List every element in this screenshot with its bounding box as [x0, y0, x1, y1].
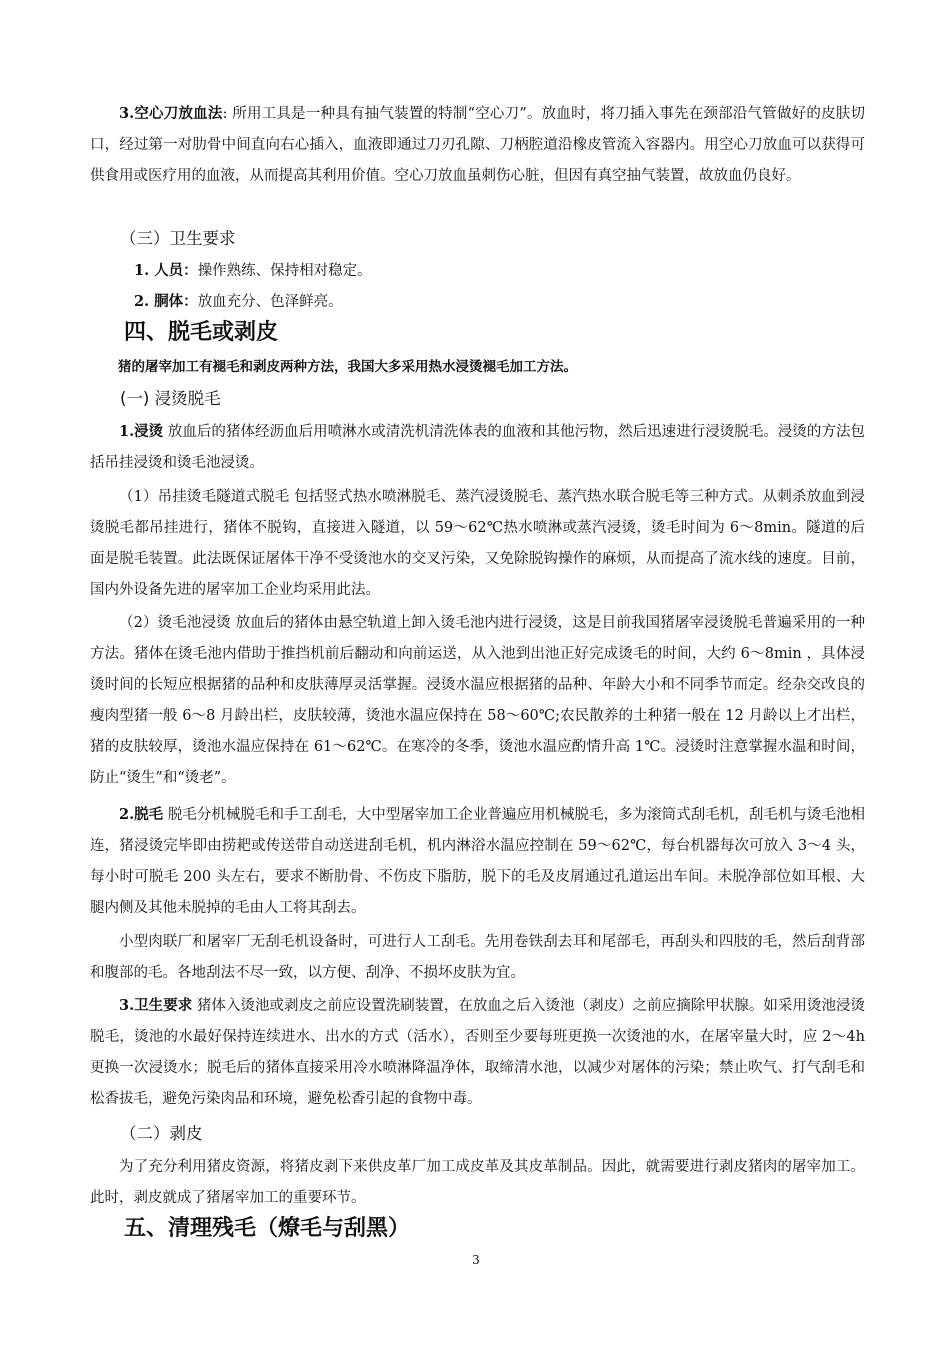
- paragraph-text: 为了充分利用猪皮资源，将猪皮剥下来供皮革厂加工成皮革及其皮革制品。因此，就需要进行剥皮猪肉的屠宰加工。此时，剥皮就成了猪屠宰加工的重要环节。: [90, 1159, 865, 1206]
- paragraph-hanging-tunnel: [90, 482, 865, 606]
- paragraph-scald: [90, 416, 865, 479]
- paragraph-text: 小型肉联厂和屠宰厂无刮毛机设备时，可进行人工刮毛。先用卷铁刮去耳和尾部毛，再刮头和四肢的毛，然后刮背部和腹部的毛。各地刮法不尽一致，以方便、刮净、不损坏皮肤为宜。: [90, 934, 865, 981]
- section-heading-skinning: （二）剥皮: [120, 1124, 203, 1143]
- item-label: 1. 人员：: [134, 262, 198, 279]
- section-heading-hygiene: （三）卫生要求: [120, 229, 236, 248]
- paragraph-text: （1）吊挂烫毛隧道式脱毛 包括竖式热水喷淋脱毛、蒸汽浸烫脱毛、蒸汽热水联合脱毛等三种方式。从刺杀放血到浸烫脱毛都吊挂进行，猪体不脱钩，直接进入隧道，以 59～62℃热水喷淋或蒸汽浸烫，烫毛时间为 6～8min。隧道的后面是脱毛装置。此法既保证屠体干净不受烫池水的交叉污染，又免除脱钩操作的麻烦，从而提高了流水线的速度。目前，国内外设备先进的屠宰加工企业均采用此法。: [90, 489, 865, 598]
- paragraph-lead-label: 3.空心刀放血法: [119, 105, 223, 122]
- paragraph-hollow-knife-bleeding: [90, 98, 865, 192]
- paragraph-skinning: [90, 1152, 865, 1214]
- item-text: 放血充分、色泽鲜亮。: [197, 294, 343, 310]
- paragraph-text: 放血后的猪体经沥血后用喷淋水或清洗机清洗体表的血液和其他污物，然后迅速进行浸烫脱毛。浸烫的方法包括吊挂浸烫和烫毛池浸烫。: [90, 424, 865, 471]
- paragraph-text: 猪体入烫池或剥皮之前应设置洗刷装置，在放血之后入烫池（剥皮）之前应摘除甲状腺。如采用烫池浸烫脱毛，烫池的水最好保持连续进水、出水的方式（活水），否则至少要每班更换一次烫池的水，在屠宰量大时，应 2～4h 更换一次浸烫水；脱毛后的猪体直接采用冷水喷淋降温净体，取缔清水池，以减少对屠体的污染；禁止吹气、打气刮毛和松香拔毛，避免污染肉品和环境，避免松香引起的食物中毒。: [90, 998, 865, 1107]
- hygiene-item-personnel: [134, 259, 372, 283]
- item-text: 操作熟练、保持相对稳定。: [197, 263, 372, 279]
- section-heading-scald-dehair: (一) 浸烫脱毛: [120, 389, 221, 408]
- item-label: 2. 胴体：: [134, 293, 198, 310]
- paragraph-lead-label: 1.浸烫: [119, 423, 164, 440]
- hygiene-item-carcass: [134, 290, 343, 314]
- paragraph-scald-pool: [90, 608, 865, 794]
- paragraph-dehairing: [90, 799, 865, 924]
- paragraph-text: 脱毛分机械脱毛和手工刮毛，大中型屠宰加工企业普遍应用机械脱毛，多为滚筒式刮毛机，刮毛机与烫毛池相连，猪浸烫完毕即由捞耙或传送带自动送进刮毛机，机内淋浴水温应控制在 59～62℃，每台机器每次可放入 3～4 头，每小时可脱毛 200 头左右，要求不断肋骨、不伤皮下脂肪，脱下的毛及皮屑通过孔道运出车间。未脱净部位如耳根、大腿内侧及其他未脱掉的毛由人工将其刮去。: [90, 807, 865, 916]
- lead-sentence: 猪的屠宰加工有褪毛和剥皮两种方法，我国大多采用热水浸烫褪毛加工方法。: [118, 359, 577, 375]
- page-number: 3: [472, 1253, 480, 1267]
- chapter-heading-dehair-or-skin: 四、脱毛或剥皮: [124, 320, 279, 345]
- paragraph-lead-label: 3.卫生要求: [119, 997, 193, 1014]
- paragraph-hygiene-requirements: [90, 990, 865, 1115]
- chapter-heading-residual-hair: 五、清理残毛（燎毛与刮黑）: [124, 1216, 411, 1241]
- paragraph-manual-scraping: [90, 927, 865, 989]
- paragraph-lead-label: 2.脱毛: [119, 806, 164, 823]
- paragraph-text: : 所用工具是一种具有抽气装置的特制“空心刀”。放血时，将刀插入事先在颈部沿气管做好的皮肤切口，经过第一对肋骨中间直向右心插入，血液即通过刀刃孔隙、刀柄腔道沿橡皮管流入容器内。用空心刀放血可以获得可供食用或医疗用的血液，从而提高其利用价值。空心刀放血虽刺伤心脏，但因有真空抽气装置，故放血仍良好。: [90, 106, 865, 184]
- paragraph-text: （2）烫毛池浸烫 放血后的猪体由悬空轨道上卸入烫毛池内进行浸烫，这是目前我国猪屠宰浸烫脱毛普遍采用的一种方法。猪体在烫毛池内借助于推挡机前后翻动和向前运送，从入池到出池正好完成烫毛的时间，大约 6～8min ，具体浸烫时间的长短应根据猪的品种和皮肤薄厚灵活掌握。浸烫水温应根据猪的品种、年龄大小和不同季节而定。经杂交改良的瘦肉型猪一般 6～8 月龄出栏，皮肤较薄，烫池水温应保持在 58～60℃;农民散养的土种猪一般在 12 月龄以上才出栏，猪的皮肤较厚，烫池水温应保持在 61～62℃。在寒冷的冬季，烫池水温应酌情升高 1℃。浸烫时注意掌握水温和时间，防止“烫生”和“烫老”。: [90, 615, 865, 786]
